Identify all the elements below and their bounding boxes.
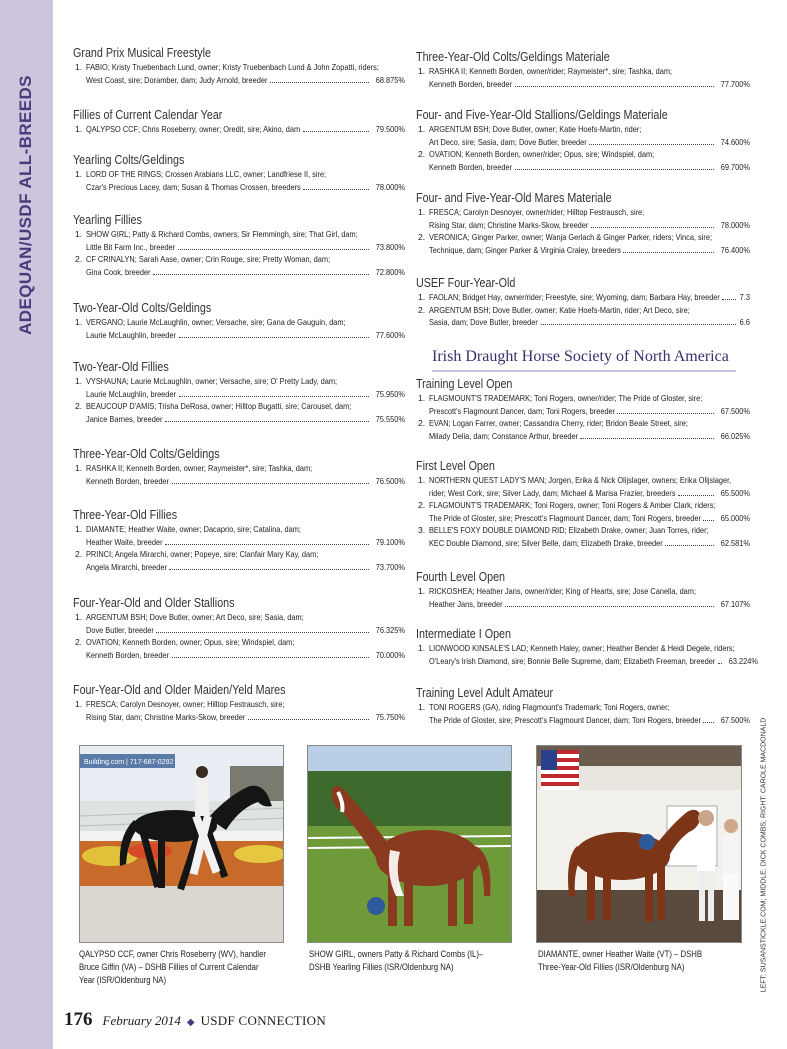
dot-leader: [303, 182, 369, 190]
score: 72.800%: [375, 266, 405, 277]
score: 63.224%: [728, 655, 758, 666]
placing-entry: [416, 231, 750, 256]
dot-leader: [153, 267, 369, 275]
results-class: [73, 213, 405, 278]
placing-number: 2.: [418, 304, 426, 315]
entry-line: ARGENTUM BSH; Dove Butler, owner; Katie Hoefs-Martin, rider;: [429, 124, 642, 134]
results-class: [73, 153, 405, 193]
placing-entry: [416, 499, 750, 524]
score: 66.025%: [720, 430, 750, 441]
photo-caption-show-girl: SHOW GIRL, owners Patty & Richard Combs (IL)– DSHB Yearling Fillies (ISR/Oldenburg NA): [309, 949, 484, 972]
dot-leader: [179, 330, 369, 338]
score: 70.000%: [375, 649, 405, 660]
placing-entry: [416, 642, 758, 667]
dot-leader: [703, 715, 714, 723]
score: 77.700%: [720, 78, 750, 89]
dot-leader: [165, 537, 369, 545]
photo-qalypso-image: [80, 746, 284, 943]
score: 6.6: [739, 317, 750, 327]
dot-leader: [248, 712, 369, 720]
entry-line: ARGENTUM BSH; Dove Butler, owner; Katie Hoefs-Martin, rider; Art Deco, sire;: [429, 304, 690, 315]
entry-line: Kenneth Borden, breeder: [429, 78, 513, 89]
page-number: 176: [64, 1009, 93, 1030]
entry-line: Kenneth Borden, breeder: [86, 475, 170, 486]
dot-leader: [172, 650, 369, 658]
entry-line: PRINCI; Angela Mirarchi, owner; Popeye, sire; Clanfair Mary Kay, dam;: [86, 549, 319, 559]
entry-line: O'Leary's Irish Diamond, sire; Bonnie Belle Supreme, dam; Elizabeth Freeman, breeder: [429, 655, 716, 666]
entry-line: VERGANO; Laurie McLaughlin, owner; Versache, sire; Gana de Gauguin, dam;: [86, 317, 346, 327]
entry-line: ARGENTUM BSH; Dove Butler, owner; Art Deco, sire; Sasia, dam;: [86, 612, 304, 622]
results-class: [73, 46, 405, 86]
entry-line: Kenneth Borden, breeder: [429, 161, 513, 172]
entry-line: LIONWOOD KINSALE'S LAD; Kenneth Haley, owner; Heather Bender & Heidi Degele, riders;: [429, 643, 735, 653]
placing-number: 1.: [418, 586, 426, 596]
placing-number: 1.: [75, 229, 83, 239]
class-title: Yearling Colts/Geldings: [73, 153, 185, 167]
dot-leader: [303, 124, 369, 132]
results-class: [416, 686, 750, 726]
placing-entry: [73, 61, 405, 86]
placing-entry: [73, 228, 405, 253]
placing-number: 2.: [418, 232, 426, 242]
placing-entry: [73, 462, 405, 487]
score: 78.000%: [720, 219, 750, 230]
entry-line: NORTHERN QUEST LADY'S MAN; Jorgen, Erika & Nick Olijslager, owners; Erika Olijslager,: [429, 475, 732, 485]
placing-number: 1.: [75, 124, 83, 134]
photo-caption-diamante: DIAMANTE, owner Heather Waite (VT) – DSHB Three-Year-Old Fillies (ISR/Oldenburg NA): [538, 949, 703, 972]
score: 65.500%: [720, 487, 750, 498]
results-class: [416, 570, 750, 610]
placing-entry: [416, 206, 750, 231]
entry-line: Dove Butler, breeder: [86, 624, 154, 635]
dot-leader: [178, 242, 369, 250]
entry-line: OVATION; Kenneth Borden, owner/rider; Opus, sire; Windspiel, dam;: [429, 149, 655, 159]
placing-number: 1.: [418, 393, 426, 403]
photo-diamante: [536, 745, 742, 943]
placing-number: 1.: [75, 376, 83, 386]
class-title: USEF Four-Year-Old: [416, 276, 516, 290]
entry-line: Janice Barnes, breeder: [86, 413, 163, 424]
photo-show-girl-image: [308, 746, 512, 943]
class-title: Three-Year-Old Fillies: [73, 508, 178, 522]
entry-line: Sasia, dam; Dove Butler, breeder: [429, 317, 538, 327]
entry-line: RASHKA II; Kenneth Borden, owner/rider; Raymeister*, sire; Tashka, dam;: [429, 66, 673, 76]
results-class: [416, 276, 750, 329]
score: 74.600%: [720, 136, 750, 147]
entry-line: BEAUCOUP D'AMIS; Trisha DeRosa, owner; Hilltop Bugatti, sire; Carousel, dam;: [86, 401, 352, 411]
entry-line: Laurie McLaughlin, breeder: [86, 388, 176, 399]
entry-line: Prescott's Flagmount Dancer, dam; Toni Rogers, breeder: [429, 405, 616, 416]
placing-number: 1.: [418, 475, 426, 485]
score: 67.500%: [720, 714, 750, 725]
placing-number: 2.: [75, 254, 83, 264]
placing-entry: [73, 316, 405, 341]
placing-entry: [73, 168, 405, 193]
class-title: Four- and Five-Year-Old Stallions/Geldings Materiale: [416, 108, 668, 122]
class-title: Two-Year-Old Fillies: [73, 360, 169, 374]
entry-line: RASHKA II; Kenneth Borden, owner; Raymeister*, sire; Tashka, dam;: [86, 463, 313, 473]
results-class: [416, 191, 750, 256]
entry-line: Laurie McLaughlin, breeder: [86, 329, 176, 340]
placing-entry: [416, 148, 750, 173]
score: 62.581%: [720, 537, 750, 548]
class-title: Three-Year-Old Colts/Geldings: [73, 447, 220, 461]
entry-line: FRESCA; Carolyn Desnoyer, owner; Hilltop Festrausch, sire;: [86, 699, 285, 709]
placing-entry: [416, 65, 750, 90]
entry-line: The Pride of Gloster, sire; Prescott's Flagmount Dancer, dam; Toni Rogers, breeder: [429, 714, 701, 725]
photo-watermark: Building.com | 717-687-0292: [84, 759, 174, 766]
sidebar-band: [0, 0, 53, 1049]
results-class: [73, 596, 405, 661]
placing-number: 1.: [75, 699, 83, 709]
score: 75.550%: [375, 413, 405, 424]
entry-line: KEC Double Diamond, sire; Silver Belle, dam; Elizabeth Drake, breeder: [429, 537, 663, 548]
issue-date: February 2014: [102, 1013, 181, 1028]
page-footer: [64, 1009, 326, 1031]
photo-caption-qalypso: QALYPSO CCF, owner Chris Roseberry (WV), handler Bruce Giffin (VA) – DSHB Fillies of Current Calendar Year (ISR/Oldenburg NA): [79, 949, 266, 985]
placing-entry: [416, 123, 750, 148]
dot-leader: [589, 137, 714, 145]
class-title: Training Level Open: [416, 377, 513, 391]
entry-line: TONI ROGERS (GA), riding Flagmount's Trademark; Toni Rogers, owner;: [429, 702, 670, 712]
entry-line: DIAMANTE; Heather Waite, owner; Dacaprio, sire; Catalina, dam;: [86, 524, 301, 534]
placing-entry: [73, 375, 405, 400]
class-title: Four- and Five-Year-Old Mares Materiale: [416, 191, 612, 205]
placing-entry: [416, 392, 750, 417]
photo-show-girl: [307, 745, 512, 943]
diamond-icon: ◆: [186, 1017, 195, 1028]
results-class: [416, 627, 758, 667]
dot-leader: [270, 75, 369, 83]
entry-line: West Coast, sire; Doramber, dam; Judy Arnold, breeder: [86, 74, 268, 85]
entry-line: Milady Delia, dam; Constance Arthur, breeder: [429, 430, 579, 441]
entry-line: Czar's Precious Lacey, dam; Susan & Thomas Crossen, breeders: [86, 181, 301, 192]
placing-number: 2.: [75, 401, 83, 411]
dot-leader: [580, 431, 714, 439]
results-class: [73, 108, 405, 136]
entry-line: BELLE'S FOXY DOUBLE DIAMOND RID; Elizabeth Drake, owner; Juan Torres, rider;: [429, 525, 709, 535]
entry-line: QALYPSO CCF; Chris Roseberry, owner; Oredit, sire; Akino, dam: [86, 124, 301, 134]
org-heading: Irish Draught Horse Society of North America: [432, 348, 729, 365]
section-label: ADEQUAN/USDF ALL-BREEDS: [16, 75, 36, 335]
entry-line: Gina Cook, breeder: [86, 266, 151, 277]
dot-leader: [623, 245, 714, 253]
photo-credit: LEFT: SUSANSTICKLE.COM; MIDDLE: DICK COMBS; RIGHT: CAROLE MACDONALD: [760, 717, 768, 993]
score: 76.500%: [375, 475, 405, 486]
results-class: [416, 50, 750, 90]
dot-leader: [172, 476, 369, 484]
class-title: Four-Year-Old and Older Maiden/Yeld Mares: [73, 683, 286, 697]
score: 73.800%: [375, 241, 405, 252]
class-title: Intermediate I Open: [416, 627, 512, 641]
class-title: Fillies of Current Calendar Year: [73, 108, 223, 122]
placing-number: 1.: [75, 62, 83, 72]
placing-entry: [73, 548, 405, 573]
dot-leader: [505, 599, 714, 607]
placing-number: 1.: [75, 612, 83, 622]
entry-line: Little Bit Farm Inc., breeder: [86, 241, 176, 252]
org-heading-rule: [432, 370, 736, 372]
entry-line: FLAGMOUNT'S TRADEMARK; Toni Rogers, owner; Toni Rogers & Amber Clark, riders;: [429, 500, 716, 510]
entry-line: VERONICA; Ginger Parker, owner; Wanja Gerlach & Ginger Parker, riders; Vinca, sire;: [429, 232, 713, 242]
dot-leader: [591, 220, 714, 228]
dot-leader: [703, 513, 714, 521]
placing-entry: [73, 523, 405, 548]
dot-leader: [678, 488, 714, 496]
dot-leader: [515, 79, 714, 87]
placing-number: 2.: [75, 549, 83, 559]
entry-line: VYSHAUNA; Laurie McLaughlin, owner; Versache, sire; O' Pretty Lady, dam;: [86, 376, 338, 386]
placing-entry: [416, 474, 750, 499]
placing-entry: [73, 400, 405, 425]
score: 7.3: [739, 292, 750, 302]
class-title: Training Level Adult Amateur: [416, 686, 554, 700]
entry-line: Heather Waite, breeder: [86, 536, 163, 547]
score: 67.500%: [720, 405, 750, 416]
score: 68.875%: [375, 74, 405, 85]
placing-entry: [416, 524, 750, 549]
score: 77.600%: [375, 329, 405, 340]
placing-number: 1.: [418, 643, 426, 653]
entry-line: CF CRINALYN; Sarah Aase, owner; Crin Rouge, sire; Pretty Woman, dam;: [86, 254, 331, 264]
placing-number: 3.: [418, 525, 426, 535]
class-title: Grand Prix Musical Freestyle: [73, 46, 212, 60]
class-title: Fourth Level Open: [416, 570, 506, 584]
results-class: [416, 459, 750, 549]
results-class: [416, 108, 750, 173]
dot-leader: [165, 414, 369, 422]
score: 67.107%: [720, 598, 750, 609]
publication-name: USDF CONNECTION: [200, 1013, 327, 1028]
score: 65.000%: [720, 512, 750, 523]
entry-line: Rising Star, dam; Christine Marks-Skow, breeder: [429, 219, 589, 230]
placing-entry: [416, 291, 750, 304]
entry-line: FAOLAN; Bridget Hay, owner/rider; Freestyle, sire; Wyoming, dam; Barbara Hay, breeder: [429, 292, 720, 302]
entry-line: FABIO; Kristy Truebenbach Lund, owner; Kristy Truebenbach Lund & John Zopatti, riders;: [86, 62, 379, 72]
placing-entry: [73, 611, 405, 636]
placing-entry: [73, 123, 405, 136]
placing-entry: [73, 636, 405, 661]
score: 79.100%: [375, 536, 405, 547]
entry-line: EVAN; Logan Farrer, owner; Cassandra Cherry, rider; Bridon Beale Street, sire;: [429, 418, 688, 428]
results-class: [73, 360, 405, 425]
score: 75.950%: [375, 388, 405, 399]
placing-number: 2.: [75, 637, 83, 647]
placing-number: 1.: [75, 524, 83, 534]
placing-number: 1.: [75, 169, 83, 179]
results-class: [73, 683, 405, 723]
entry-line: Art Deco, sire; Sasia, dam; Dove Butler, breeder: [429, 136, 587, 147]
entry-line: rider; West Cork, sire; Silver Lady, dam; Michael & Marisa Frazier, breeders: [429, 487, 676, 498]
photo-qalypso: [79, 745, 284, 943]
score: 69.700%: [720, 161, 750, 172]
results-class: [73, 447, 405, 487]
photo-diamante-image: [537, 746, 742, 943]
score: 76.400%: [720, 244, 750, 255]
entry-line: OVATION; Kenneth Borden, owner; Opus, sire; Windspiel, dam;: [86, 637, 295, 647]
dot-leader: [179, 389, 369, 397]
placing-number: 1.: [418, 207, 426, 217]
entry-line: FRESCA; Carolyn Desnoyer, owner/rider; Hilltop Festrausch, sire;: [429, 207, 645, 217]
score: 78.000%: [375, 181, 405, 192]
score: 73.700%: [375, 561, 405, 572]
entry-line: RICKOSHEA; Heather Jans, owner/rider; King of Hearts, sire; Jose Canella, dam;: [429, 586, 697, 596]
entry-line: Heather Jans, breeder: [429, 598, 503, 609]
score: 76.325%: [375, 624, 405, 635]
entry-line: Angela Mirarchi, breeder: [86, 561, 167, 572]
score: 79.500%: [375, 124, 405, 134]
results-class: [416, 377, 750, 442]
placing-entry: [416, 304, 750, 329]
placing-entry: [73, 253, 405, 278]
placing-number: 2.: [418, 418, 426, 428]
placing-entry: [416, 701, 750, 726]
entry-line: Kenneth Borden, breeder: [86, 649, 170, 660]
placing-entry: [416, 417, 750, 442]
dot-leader: [665, 538, 714, 546]
class-title: Yearling Fillies: [73, 213, 142, 227]
entry-line: Technique, dam; Ginger Parker & Virginia Craley, breeders: [429, 244, 621, 255]
class-title: Four-Year-Old and Older Stallions: [73, 596, 235, 610]
placing-number: 2.: [418, 149, 426, 159]
placing-number: 1.: [418, 124, 426, 134]
placing-number: 2.: [418, 500, 426, 510]
entry-line: FLAGMOUNT'S TRADEMARK; Toni Rogers, owner/rider; The Pride of Gloster, sire;: [429, 393, 703, 403]
placing-number: 1.: [418, 292, 426, 302]
placing-number: 1.: [75, 317, 83, 327]
results-class: [73, 508, 405, 573]
class-title: First Level Open: [416, 459, 495, 473]
placing-entry: [416, 585, 750, 610]
dot-leader: [718, 656, 722, 664]
dot-leader: [156, 625, 369, 633]
results-class: [73, 301, 405, 341]
score: 75.750%: [375, 711, 405, 722]
placing-number: 1.: [75, 463, 83, 473]
dot-leader: [169, 562, 369, 570]
dot-leader: [722, 292, 736, 300]
dot-leader: [515, 162, 714, 170]
dot-leader: [617, 406, 714, 414]
flag-icon: [541, 750, 579, 790]
placing-number: 1.: [418, 66, 426, 76]
dot-leader: [541, 317, 736, 325]
placing-entry: [73, 698, 405, 723]
entry-line: SHOW GIRL; Patty & Richard Combs, owners; Sir Flemmingh, sire; That Girl, dam;: [86, 229, 358, 239]
entry-line: Rising Star, dam; Christine Marks-Skow, breeder: [86, 711, 246, 722]
entry-line: LORD OF THE RINGS; Crossen Arabians LLC, owner; Landfriese II, sire;: [86, 169, 327, 179]
class-title: Three-Year-Old Colts/Geldings Materiale: [416, 50, 610, 64]
class-title: Two-Year-Old Colts/Geldings: [73, 301, 212, 315]
placing-number: 1.: [418, 702, 426, 712]
entry-line: The Pride of Gloster, sire; Prescott's Flagmount Dancer, dam; Toni Rogers, breeder: [429, 512, 701, 523]
